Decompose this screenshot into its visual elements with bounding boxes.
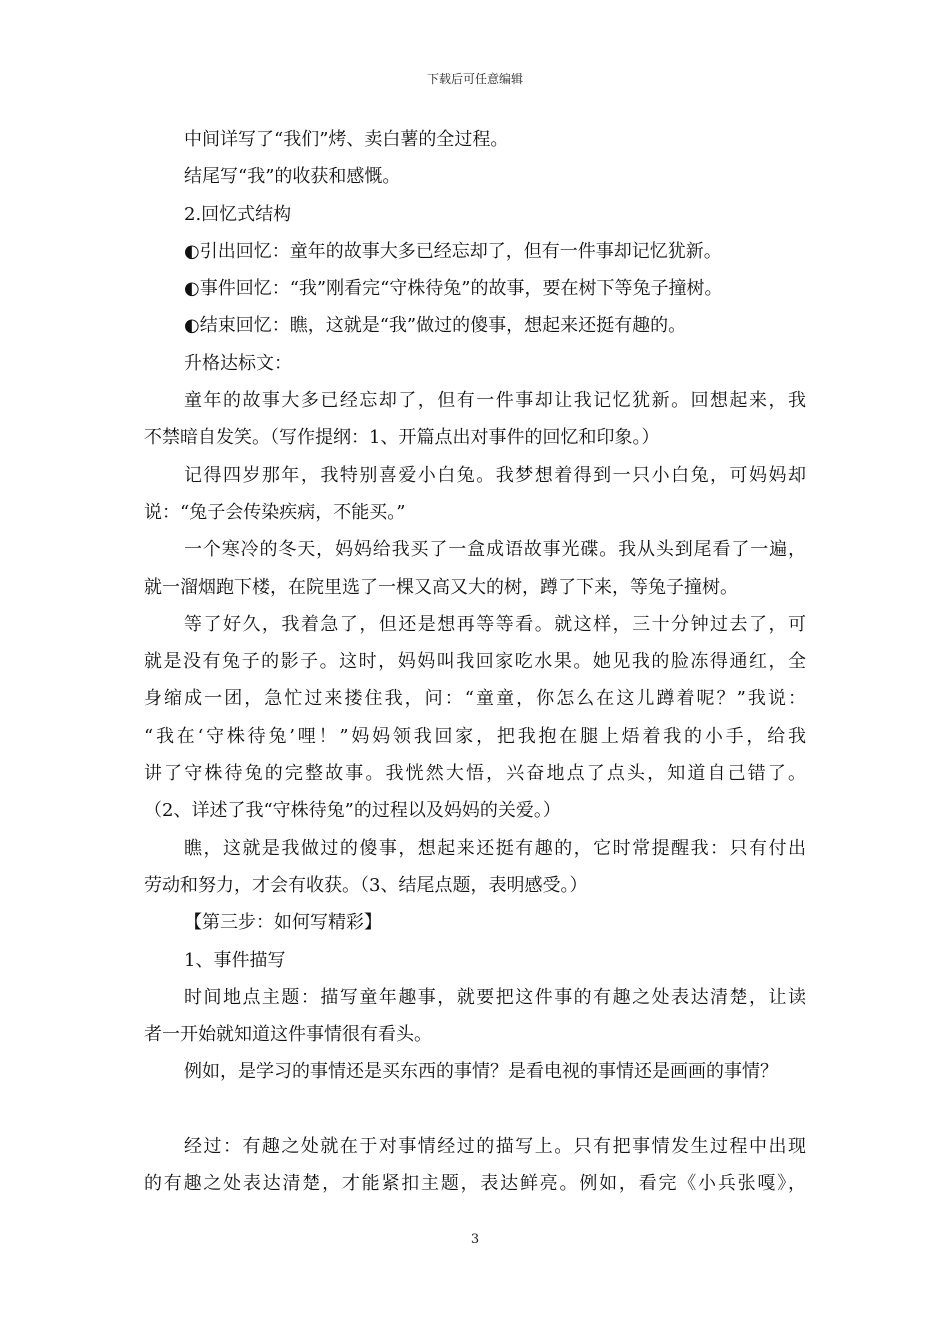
text-line: 童年的故事大多已经忘却了，但有一件事却让我记忆犹新。回想起来，我 (184, 390, 806, 412)
text-line: 劳动和努力，才会有收获。（3、结尾点题，表明感受。） (144, 874, 588, 896)
text-line: 升格达标文： (184, 352, 292, 374)
text-line: 1、事件描写 (184, 949, 286, 971)
page-header: 下载后可任意编辑 (426, 72, 523, 86)
text-line: 结尾写“我”的收获和感慨。 (184, 166, 401, 188)
text-line: 经过：有趣之处就在于对事情经过的描写上。只有把事情发生过程中出现 (184, 1136, 806, 1158)
page-number: 3 (470, 1232, 480, 1247)
text-line: 身缩成一团，急忙过来搂住我，问：“童童，你怎么在这儿蹲着呢？”我说： (144, 688, 806, 710)
blank-line (144, 1091, 806, 1128)
text-line: 记得四岁那年，我特别喜爱小白兔。我梦想着得到一只小白兔，可妈妈却 (184, 464, 806, 486)
text-line: 时间地点主题：描写童年趣事，就要把这件事的有趣之处表达清楚，让读 (184, 986, 806, 1008)
text-line: 讲了守株待兔的完整故事。我恍然大悟，兴奋地点了点头，知道自己错了。 (144, 763, 806, 785)
text-line: 就一溜烟跑下楼，在院里选了一棵又高又大的树，蹲了下来，等兔子撞树。 (144, 576, 738, 598)
text-line: 说：“兔子会传染疾病，不能买。” (144, 501, 406, 523)
text-line: 等了好久，我着急了，但还是想再等等看。就这样，三十分钟过去了，可 (184, 613, 806, 635)
text-line: 【第三步：如何写精彩】 (184, 912, 382, 934)
text-line: 2.回忆式结构 (184, 203, 292, 225)
text-line: 例如，是学习的事情还是买东西的事情？是看电视的事情还是画画的事情？ (184, 1061, 778, 1083)
text-line: 的有趣之处表达清楚，才能紧扣主题，表达鲜亮。例如，看完《小兵张嘎》， (144, 1173, 806, 1195)
text-line: 者一开始就知道这件事情很有看头。 (144, 1024, 432, 1046)
text-line: 中间详写了“我们”烤、卖白薯的全过程。 (184, 129, 509, 150)
text-line: 不禁暗自发笑。（写作提纲：1、开篇点出对事件的回忆和印象。） (144, 427, 660, 449)
text-line: ◐事件回忆：“我”刚看完“守株待兔”的故事，要在树下等兔子撞树。 (184, 278, 723, 300)
text-line: 就是没有兔子的影子。这时，妈妈叫我回家吃水果。她见我的脸冻得通红，全 (144, 651, 806, 673)
text-line: （2、详述了我“守株待兔”的过程以及妈妈的关爱。） (144, 800, 561, 822)
text-line: ◐结束回忆：瞧，这就是“我”做过的傻事，想起来还挺有趣的。 (184, 315, 687, 337)
text-line: “我在‘守株待兔’哩！”妈妈领我回家，把我抱在腿上焐着我的小手，给我 (144, 725, 806, 747)
text-line: 瞧，这就是我做过的傻事，想起来还挺有趣的，它时常提醒我：只有付出 (184, 837, 806, 859)
text-line: ◐引出回忆：童年的故事大多已经忘却了，但有一件事却记忆犹新。 (184, 240, 722, 262)
document-body (144, 121, 806, 1203)
text-line: 一个寒冷的冬天，妈妈给我买了一盒成语故事光碟。我从头到尾看了一遍， (184, 539, 806, 561)
